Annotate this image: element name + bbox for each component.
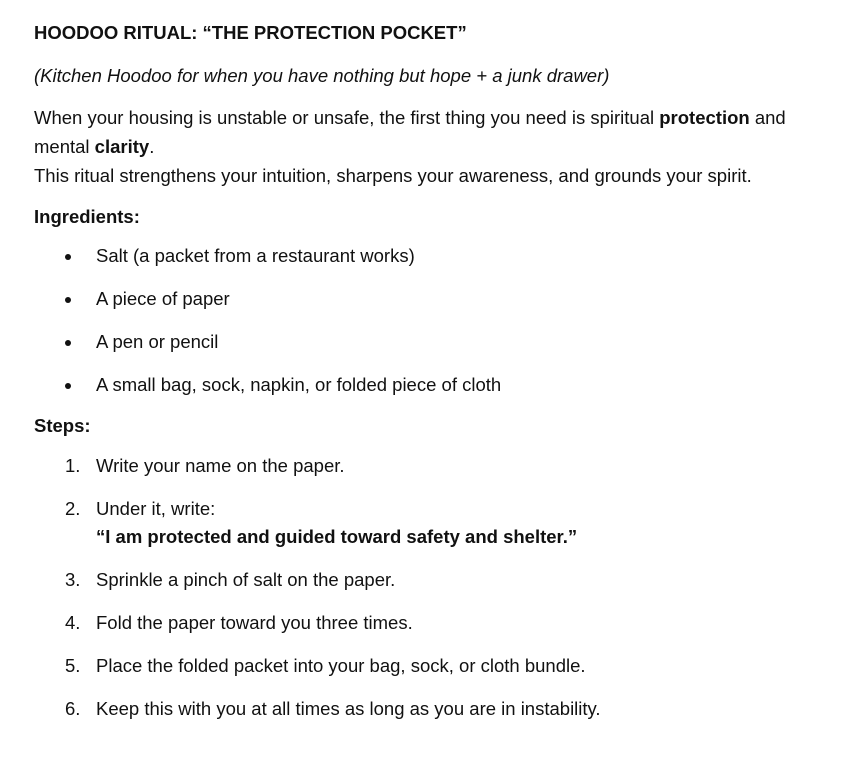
list-item [34, 372, 834, 398]
list-item [34, 566, 834, 594]
ingredient-label: Salt (a packet from a restaurant works) [96, 245, 415, 266]
list-item [34, 452, 834, 480]
step-text: Sprinkle a pinch of salt on the paper. [96, 569, 396, 590]
list-item [34, 329, 834, 355]
bullet-icon [65, 340, 71, 346]
list-item [34, 286, 834, 312]
step-number: 6. [65, 698, 81, 719]
ingredients-heading: Ingredients: [34, 206, 140, 227]
step-text: Keep this with you at all times as long as you are in instability. [96, 698, 601, 719]
ingredient-label: A piece of paper [96, 288, 230, 309]
list-item [34, 243, 834, 269]
list-item [34, 609, 834, 637]
ingredient-label: A small bag, sock, napkin, or folded piece of cloth [96, 374, 502, 395]
intro-text-3: . [149, 136, 155, 157]
step-text: Place the folded packet into your bag, sock, or cloth bundle. [96, 655, 586, 676]
intro-line-2: This ritual strengthens your intuition, sharpens your awareness, and grounds your spirit. [34, 165, 752, 186]
step-text: Under it, write: [96, 498, 216, 519]
intro-paragraph [34, 103, 834, 190]
bullet-icon [65, 254, 71, 260]
list-item [34, 495, 834, 551]
intro-bold-protection: protection [659, 107, 750, 128]
step-number: 5. [65, 655, 81, 676]
step-affirmation: “I am protected and guided toward safety and shelter.” [96, 526, 578, 547]
ingredients-list [34, 243, 834, 398]
intro-text-1: When your housing is unstable or unsafe, the first thing you need is spiritual [34, 107, 660, 128]
step-text: Write your name on the paper. [96, 455, 345, 476]
step-number: 2. [65, 498, 81, 519]
steps-heading: Steps: [34, 415, 91, 436]
list-item [34, 652, 834, 680]
bullet-icon [65, 383, 71, 389]
document-title: HOODOO RITUAL: “THE PROTECTION POCKET” [34, 22, 467, 43]
intro-bold-clarity: clarity [94, 136, 150, 157]
ingredient-label: A pen or pencil [96, 331, 219, 352]
bullet-icon [65, 297, 71, 303]
intro-text-2: and mental [34, 107, 786, 157]
step-text: Fold the paper toward you three times. [96, 612, 413, 633]
step-number: 4. [65, 612, 81, 633]
document-subtitle: (Kitchen Hoodoo for when you have nothing but hope + a junk drawer) [34, 65, 610, 86]
steps-list [34, 452, 834, 723]
list-item [34, 695, 834, 723]
step-number: 3. [65, 569, 81, 590]
step-number: 1. [65, 455, 81, 476]
